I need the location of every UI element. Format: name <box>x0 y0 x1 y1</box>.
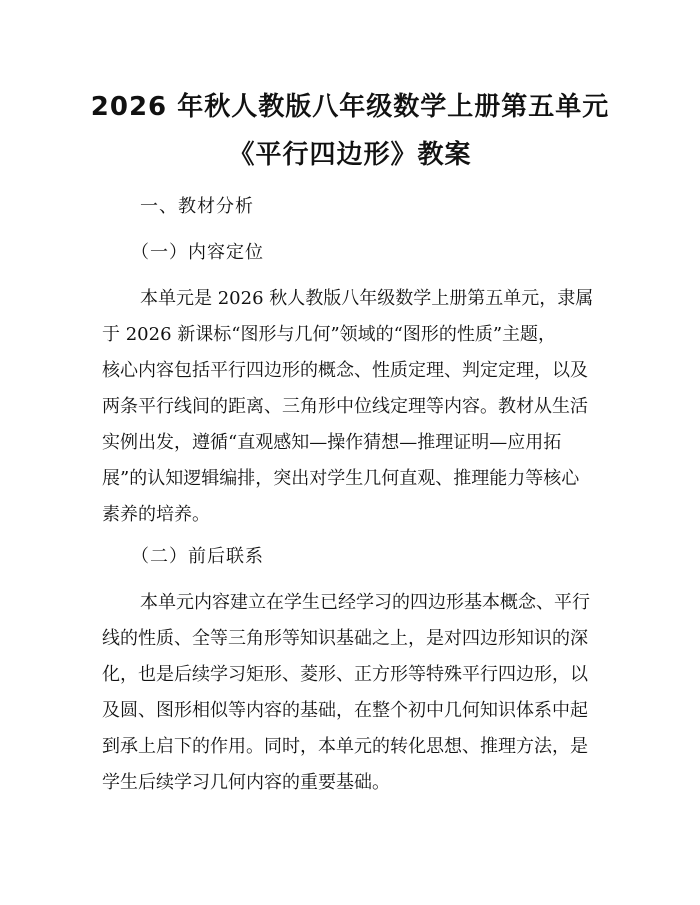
document-title-line-1: 2026 年秋人教版八年级数学上册第五单元 <box>90 92 610 122</box>
paragraph-line: 学生后续学习几何内容的重要基础。 <box>102 772 390 793</box>
paragraph-line: 线的性质、全等三角形等知识基础之上，是对四边形知识的深 <box>102 628 588 649</box>
paragraph-line: 及圆、图形相似等内容的基础，在整个初中几何知识体系中起 <box>102 700 588 721</box>
subsection-heading-content-positioning: （一）内容定位 <box>131 242 264 263</box>
paragraph-content-positioning <box>102 281 602 533</box>
section-heading-textbook-analysis: 一、教材分析 <box>140 196 254 217</box>
paragraph-line: 于 2026 新课标“图形与几何”领域的“图形的性质”主题， <box>102 324 557 345</box>
paragraph-line: 实例出发，遵循“直观感知—操作猜想—推理证明—应用拓 <box>102 432 562 453</box>
paragraph-line: 本单元内容建立在学生已经学习的四边形基本概念、平行 <box>140 592 590 613</box>
subsection-heading-connections: （二）前后联系 <box>131 546 264 567</box>
paragraph-line: 化，也是后续学习矩形、菱形、正方形等特殊平行四边形，以 <box>102 664 588 685</box>
document-title-line-2: 《平行四边形》教案 <box>228 140 472 170</box>
paragraph-line: 素养的培养。 <box>102 504 210 525</box>
paragraph-line: 展”的认知逻辑编排，突出对学生几何直观、推理能力等核心 <box>102 468 580 489</box>
paragraph-line: 本单元是 2026 秋人教版八年级数学上册第五单元，隶属 <box>140 288 594 309</box>
paragraph-line: 两条平行线间的距离、三角形中位线定理等内容。教材从生活 <box>102 396 588 417</box>
paragraph-line: 核心内容包括平行四边形的概念、性质定理、判定定理，以及 <box>102 360 588 381</box>
paragraph-line: 到承上启下的作用。同时，本单元的转化思想、推理方法，是 <box>102 736 588 757</box>
paragraph-connections <box>102 585 602 801</box>
